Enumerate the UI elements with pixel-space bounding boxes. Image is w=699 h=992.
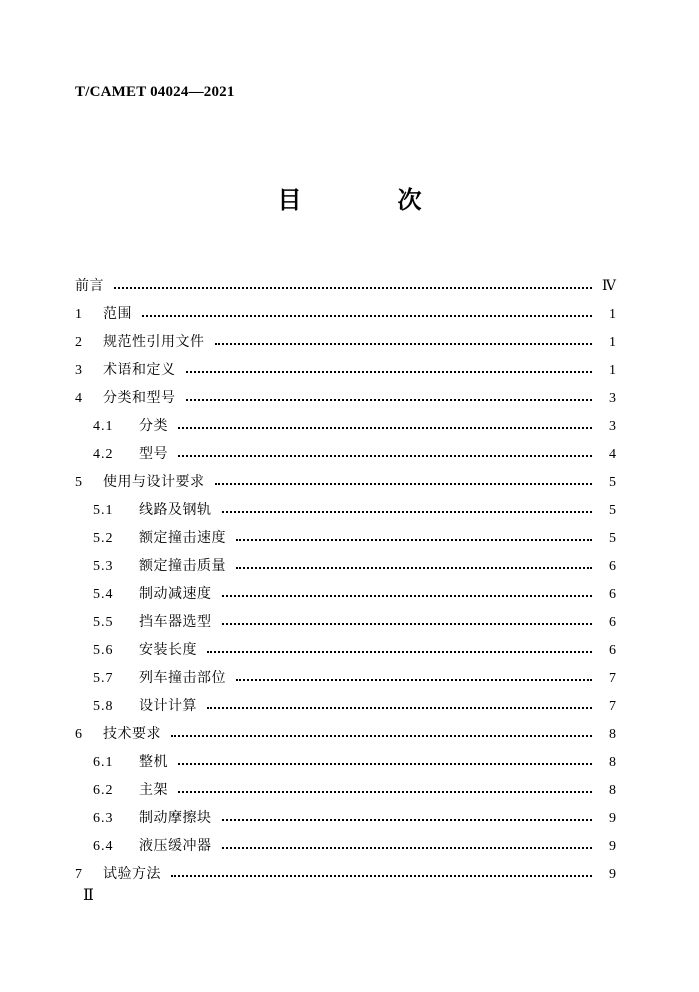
- dot-leader: [114, 287, 592, 289]
- toc-entry-page: 7: [609, 699, 616, 714]
- toc-entry[interactable]: [75, 748, 616, 776]
- toc-entry-page: 3: [609, 419, 616, 434]
- toc-entry-page: 6: [609, 643, 616, 658]
- toc-entry-label: 液压缓冲器: [139, 838, 212, 854]
- toc-entry-label: 额定撞击质量: [139, 558, 226, 574]
- table-of-contents: [75, 272, 616, 888]
- toc-entry-page: 9: [609, 839, 616, 854]
- dot-leader: [186, 371, 593, 373]
- toc-entry[interactable]: [75, 300, 616, 328]
- toc-entry-label: 技术要求: [103, 726, 161, 742]
- toc-entry-label: 规范性引用文件: [103, 334, 205, 350]
- toc-entry-label: 主架: [139, 782, 168, 798]
- toc-entry-page: 1: [609, 307, 616, 322]
- toc-entry-label: 分类和型号: [103, 390, 176, 406]
- toc-entry-page: 1: [609, 335, 616, 350]
- toc-entry-label: 型号: [139, 446, 168, 462]
- toc-entry-label: 前言: [75, 278, 104, 294]
- toc-entry-number: 3: [75, 363, 82, 378]
- toc-entry[interactable]: [75, 804, 616, 832]
- toc-entry[interactable]: [75, 692, 616, 720]
- toc-entry-number: 5.2: [93, 531, 114, 546]
- toc-entry-page: 3: [609, 391, 616, 406]
- toc-entry-label: 安装长度: [139, 642, 197, 658]
- toc-entry[interactable]: [75, 384, 616, 412]
- dot-leader: [222, 847, 593, 849]
- dot-leader: [178, 455, 592, 457]
- toc-entry-label: 制动摩擦块: [139, 810, 212, 826]
- toc-entry-page: 7: [609, 671, 616, 686]
- toc-entry-label: 列车撞击部位: [139, 670, 226, 686]
- toc-entry-number: 5.5: [93, 615, 114, 630]
- toc-entry[interactable]: [75, 636, 616, 664]
- dot-leader: [178, 427, 592, 429]
- toc-entry-number: 5.3: [93, 559, 114, 574]
- toc-entry-number: 5.8: [93, 699, 114, 714]
- toc-entry[interactable]: [75, 664, 616, 692]
- toc-entry-page: 6: [609, 559, 616, 574]
- toc-entry-number: 1: [75, 307, 82, 322]
- toc-entry-number: 6.2: [93, 783, 114, 798]
- toc-entry-label: 范围: [103, 306, 132, 322]
- toc-entry-number: 6.1: [93, 755, 114, 770]
- toc-entry-page: 8: [609, 727, 616, 742]
- toc-entry-label: 设计计算: [139, 698, 197, 714]
- dot-leader: [207, 651, 592, 653]
- toc-entry-page: 5: [609, 475, 616, 490]
- dot-leader: [222, 623, 593, 625]
- dot-leader: [236, 679, 592, 681]
- toc-entry-label: 试验方法: [103, 866, 161, 882]
- toc-entry-number: 5.6: [93, 643, 114, 658]
- toc-entry-number: 4.1: [93, 419, 114, 434]
- toc-entry-page: 5: [609, 531, 616, 546]
- toc-entry-page: 8: [609, 783, 616, 798]
- toc-entry-number: 4: [75, 391, 82, 406]
- dot-leader: [236, 567, 592, 569]
- toc-entry-page: 5: [609, 503, 616, 518]
- toc-entry-label: 整机: [139, 754, 168, 770]
- toc-entry[interactable]: [75, 272, 616, 300]
- dot-leader: [178, 791, 592, 793]
- toc-entry[interactable]: [75, 440, 616, 468]
- dot-leader: [207, 707, 592, 709]
- dot-leader: [171, 735, 592, 737]
- toc-entry-number: 4.2: [93, 447, 114, 462]
- toc-entry-label: 制动减速度: [139, 586, 212, 602]
- dot-leader: [236, 539, 592, 541]
- toc-entry-number: 6.4: [93, 839, 114, 854]
- toc-entry-number: 5.4: [93, 587, 114, 602]
- toc-entry-page: 6: [609, 587, 616, 602]
- dot-leader: [222, 511, 593, 513]
- toc-entry[interactable]: [75, 860, 616, 888]
- toc-entry[interactable]: [75, 496, 616, 524]
- dot-leader: [215, 343, 593, 345]
- toc-entry[interactable]: [75, 412, 616, 440]
- toc-entry-number: 6.3: [93, 811, 114, 826]
- dot-leader: [178, 763, 592, 765]
- toc-entry-number: 2: [75, 335, 82, 350]
- toc-entry-number: 6: [75, 727, 82, 742]
- toc-entry[interactable]: [75, 552, 616, 580]
- toc-entry[interactable]: [75, 468, 616, 496]
- toc-entry-page: 6: [609, 615, 616, 630]
- standard-number: T/CAMET 04024—2021: [75, 84, 235, 100]
- dot-leader: [171, 875, 592, 877]
- toc-entry-label: 挡车器选型: [139, 614, 212, 630]
- toc-entry[interactable]: [75, 608, 616, 636]
- toc-entry[interactable]: [75, 328, 616, 356]
- toc-entry-number: 7: [75, 867, 82, 882]
- toc-entry-page: 8: [609, 755, 616, 770]
- toc-entry-label: 额定撞击速度: [139, 530, 226, 546]
- toc-entry-number: 5: [75, 475, 82, 490]
- dot-leader: [222, 595, 593, 597]
- toc-entry[interactable]: [75, 776, 616, 804]
- dot-leader: [186, 399, 593, 401]
- page-title: 目 次: [277, 186, 458, 214]
- toc-entry[interactable]: [75, 356, 616, 384]
- toc-entry-page: 1: [609, 363, 616, 378]
- dot-leader: [222, 819, 593, 821]
- toc-entry-number: 5.1: [93, 503, 114, 518]
- toc-entry[interactable]: [75, 720, 616, 748]
- toc-entry-label: 分类: [139, 418, 168, 434]
- toc-entry[interactable]: [75, 832, 616, 860]
- dot-leader: [142, 315, 592, 317]
- toc-entry-label: 术语和定义: [103, 362, 176, 378]
- toc-entry-label: 线路及钢轨: [139, 502, 212, 518]
- toc-entry-label: 使用与设计要求: [103, 474, 205, 490]
- toc-entry-page: 9: [609, 867, 616, 882]
- toc-entry-page: Ⅳ: [602, 279, 616, 294]
- dot-leader: [215, 483, 593, 485]
- toc-entry[interactable]: [75, 524, 616, 552]
- toc-entry-page: 9: [609, 811, 616, 826]
- toc-entry-page: 4: [609, 447, 616, 462]
- toc-entry-number: 5.7: [93, 671, 114, 686]
- page-number: Ⅱ: [83, 887, 94, 904]
- toc-entry[interactable]: [75, 580, 616, 608]
